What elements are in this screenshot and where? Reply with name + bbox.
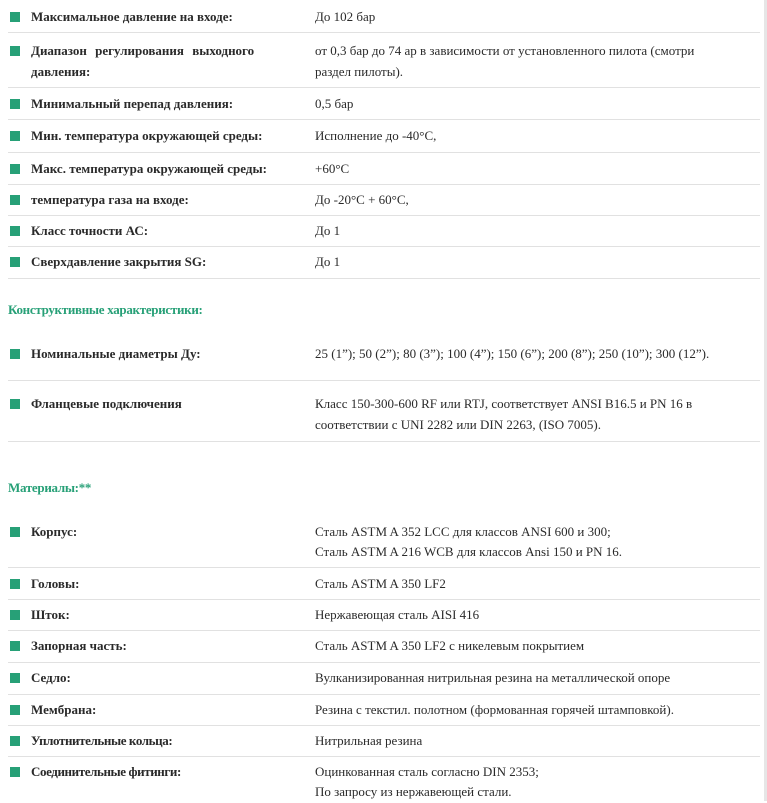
- spec-value: 25 (1”); 50 (2”); 80 (3”); 100 (4”); 150 (6”); 200 (8”); 250 (10”); 300 (12”).: [315, 346, 710, 361]
- spec-label: Класс точности АС:: [31, 223, 149, 238]
- spec-value-line: Сталь ASTM A 216 WCB для классов Ansi 150 и PN 16.: [315, 544, 623, 559]
- spec-value: Нержавеющая сталь AISI 416: [315, 607, 480, 622]
- table-row: [8, 726, 760, 757]
- bullet-square-icon: [10, 131, 20, 141]
- table-row: [8, 381, 760, 442]
- spec-value-line: Класс 150-300-600 RF или RTJ, соответствует ANSI B16.5 и PN 16 в: [315, 396, 693, 411]
- spec-label: Головы:: [31, 576, 80, 591]
- table-row: [8, 631, 760, 663]
- table-row: [8, 216, 760, 247]
- spec-label: Минимальный перепад давления:: [31, 96, 234, 111]
- bullet-square-icon: [10, 767, 20, 777]
- spec-label: Макс. температура окружающей среды:: [31, 161, 267, 176]
- spec-value: +60°С: [315, 161, 350, 176]
- spec-value-line: Сталь ASTM A 352 LCC для классов ANSI 600 и 300;: [315, 524, 611, 539]
- spec-label: Корпус:: [31, 524, 78, 539]
- spec-label: температура газа на входе:: [31, 192, 189, 207]
- spec-value-line: Оцинкованная сталь согласно DIN 2353;: [315, 764, 539, 779]
- bullet-square-icon: [10, 705, 20, 715]
- table-row: [8, 695, 760, 726]
- bullet-square-icon: [10, 46, 20, 56]
- table-row: [8, 185, 760, 216]
- table-row: [8, 247, 760, 279]
- spec-value-line: соответствии с UNI 2282 или DIN 2263, (ISO 7005).: [315, 417, 601, 432]
- spec-value: Вулканизированная нитрильная резина на металлической опоре: [315, 670, 671, 685]
- table-row: [8, 120, 760, 153]
- bullet-square-icon: [10, 12, 20, 22]
- spec-value-line: от 0,3 бар до 74 ар в зависимости от установленного пилота (смотри: [315, 43, 695, 58]
- spec-value: Сталь ASTM A 350 LF2 с никелевым покрытием: [315, 638, 585, 653]
- spec-label-line: давления:: [31, 64, 91, 79]
- spec-label-line: Диапазон регулирования выходного: [31, 43, 255, 58]
- bullet-square-icon: [10, 527, 20, 537]
- spec-value: До 1: [315, 223, 341, 238]
- spec-label: Уплотнительные кольца:: [31, 733, 173, 748]
- spec-value-line: По запросу из нержавеющей стали.: [315, 784, 512, 799]
- bullet-square-icon: [10, 399, 20, 409]
- section-title-construction: Конструктивные характеристики:: [8, 302, 203, 317]
- spec-value-line: раздел пилоты).: [315, 64, 404, 79]
- table-row: [8, 600, 760, 631]
- spec-label: Сверхдавление закрытия SG:: [31, 254, 207, 269]
- table-row: [8, 663, 760, 695]
- bullet-square-icon: [10, 673, 20, 683]
- table-row: [8, 757, 760, 801]
- spec-value: До -20°С + 60°С,: [315, 192, 409, 207]
- bullet-square-icon: [10, 579, 20, 589]
- table-row: [8, 33, 760, 88]
- bullet-square-icon: [10, 349, 20, 359]
- bullet-square-icon: [10, 641, 20, 651]
- bullet-square-icon: [10, 99, 20, 109]
- bullet-square-icon: [10, 195, 20, 205]
- section-title-materials: Материалы:**: [8, 480, 92, 495]
- spec-label: Запорная часть:: [31, 638, 127, 653]
- spec-value: До 1: [315, 254, 341, 269]
- spec-label: Седло:: [31, 670, 71, 685]
- table-row: [8, 153, 760, 185]
- bullet-square-icon: [10, 736, 20, 746]
- table-row: [8, 510, 760, 568]
- spec-value: Резина с текстил. полотном (формованная горячей штамповкой).: [315, 702, 674, 717]
- spec-label: Максимальное давление на входе:: [31, 9, 233, 24]
- bullet-square-icon: [10, 164, 20, 174]
- bullet-square-icon: [10, 226, 20, 236]
- spec-value: Нитрильная резина: [315, 733, 423, 748]
- table-row: [8, 568, 760, 600]
- spec-value: 0,5 бар: [315, 96, 354, 111]
- bullet-square-icon: [10, 257, 20, 267]
- spec-label: Номинальные диаметры Ду:: [31, 346, 201, 361]
- table-row: [8, 88, 760, 120]
- spec-label: Шток:: [31, 607, 70, 622]
- bullet-square-icon: [10, 610, 20, 620]
- spec-label: Мембрана:: [31, 702, 97, 717]
- spec-label: Фланцевые подключения: [31, 396, 182, 411]
- table-row: [8, 0, 760, 33]
- spec-value: До 102 бар: [315, 9, 376, 24]
- spec-label: Соединительные фитинги:: [31, 764, 181, 779]
- table-row: [8, 333, 760, 381]
- spec-label: Мин. температура окружающей среды:: [31, 128, 263, 143]
- spec-value: Сталь ASTM A 350 LF2: [315, 576, 446, 591]
- spec-value: Исполнение до -40°С,: [315, 128, 437, 143]
